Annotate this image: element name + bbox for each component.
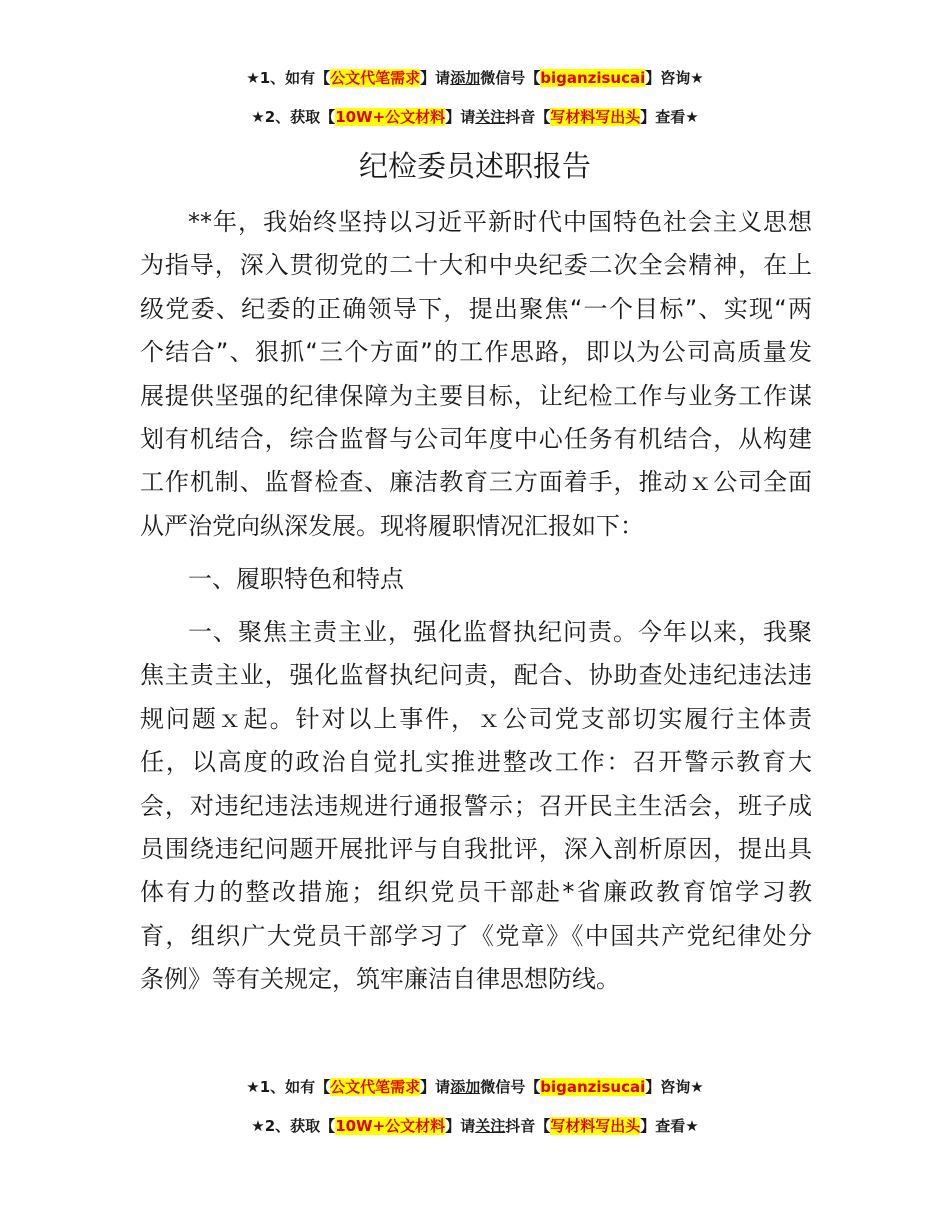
promo-wechat-id: biganzisucai	[540, 1078, 646, 1096]
text-line: 从严治党向纵深发展。现将履职情况汇报如下：	[140, 511, 644, 540]
promo-suffix: 】查看★	[640, 1117, 699, 1135]
promo-highlight: 公文代笔需求	[330, 69, 421, 87]
promo-prefix: ★2、获取【	[251, 1117, 336, 1135]
promo-underlined: 添加	[450, 69, 481, 87]
promo-text: 】请	[445, 1117, 476, 1135]
promo-line-1-top	[0, 68, 950, 88]
text-line: 展提供坚强的纪律保障为主要目标，让纪检工作与业务工作谋	[140, 381, 812, 410]
promo-text: 】请	[445, 108, 476, 126]
promo-text: 抖音【	[505, 108, 551, 126]
promo-prefix: ★1、如有【	[246, 1078, 331, 1096]
promo-highlight: 公文代笔需求	[330, 1078, 421, 1096]
text-line: 任，以高度的政治自觉扎实推进整改工作：召开警示教育大	[140, 748, 812, 777]
promo-highlight: 10W+公文材料	[335, 1117, 446, 1135]
promo-text: 微信号【	[480, 1078, 541, 1096]
document-title: 纪检委员述职报告	[358, 149, 591, 183]
section-heading	[140, 558, 812, 601]
text-line: 为指导，深入贯彻党的二十大和中央纪委二次全会精神，在上	[140, 251, 812, 280]
text-line: 体有力的整改措施；组织党员干部赴*省廉政教育馆学习教	[140, 878, 812, 907]
text-line: 个结合”、狠抓“三个方面”的工作思路，即以为公司高质量发	[140, 338, 812, 367]
promo-underlined: 添加	[450, 1078, 481, 1096]
promo-line-1-bottom	[0, 1077, 950, 1097]
text-line: 育，组织广大党员干部学习了《党章》《中国共产党纪律处分	[140, 921, 812, 950]
promo-douyin-id: 写材料写出头	[550, 1117, 641, 1135]
promo-underlined: 关注	[475, 108, 506, 126]
promo-suffix: 】咨询★	[645, 1078, 704, 1096]
promo-wechat-id: biganzisucai	[540, 69, 646, 87]
promo-douyin-id: 写材料写出头	[550, 108, 641, 126]
promo-text: 微信号【	[480, 69, 541, 87]
promo-suffix: 】查看★	[640, 108, 699, 126]
promo-text: 抖音【	[505, 1117, 551, 1135]
intro-paragraph	[140, 201, 812, 548]
text-line: 工作机制、监督检查、廉洁教育三方面着手，推动ｘ公司全面	[140, 468, 812, 497]
promo-text: 】请	[420, 69, 451, 87]
promo-suffix: 】咨询★	[645, 69, 704, 87]
promo-line-2-bottom	[0, 1116, 950, 1136]
body-paragraph	[140, 611, 812, 1002]
promo-underlined: 关注	[475, 1117, 506, 1135]
text-line: 一、聚焦主责主业，强化监督执纪问责。今年以来，我聚	[188, 618, 812, 646]
promo-text: 】请	[420, 1078, 451, 1096]
text-line: 条例》等有关规定，筑牢廉洁自律思想防线。	[140, 965, 620, 994]
promo-line-2-top	[0, 107, 950, 127]
text-line: 划有机结合，综合监督与公司年度中心任务有机结合，从构建	[140, 425, 812, 454]
text-line: 会，对违纪违法违规进行通报警示；召开民主生活会，班子成	[140, 791, 812, 820]
promo-highlight: 10W+公文材料	[335, 108, 446, 126]
section-heading-text: 一、履职特色和特点	[188, 565, 404, 593]
text-line: 员围绕违纪问题开展批评与自我批评，深入剖析原因，提出具	[140, 835, 812, 864]
text-line: 级党委、纪委的正确领导下，提出聚焦“一个目标”、实现“两	[140, 294, 812, 323]
promo-prefix: ★1、如有【	[246, 69, 331, 87]
text-line: 焦主责主业，强化监督执纪问责，配合、协助查处违纪违法违	[140, 661, 812, 690]
promo-prefix: ★2、获取【	[251, 108, 336, 126]
text-line: **年，我始终坚持以习近平新时代中国特色社会主义思想	[188, 208, 812, 236]
text-line: 规问题ｘ起。针对以上事件，ｘ公司党支部切实履行主体责	[140, 704, 812, 733]
